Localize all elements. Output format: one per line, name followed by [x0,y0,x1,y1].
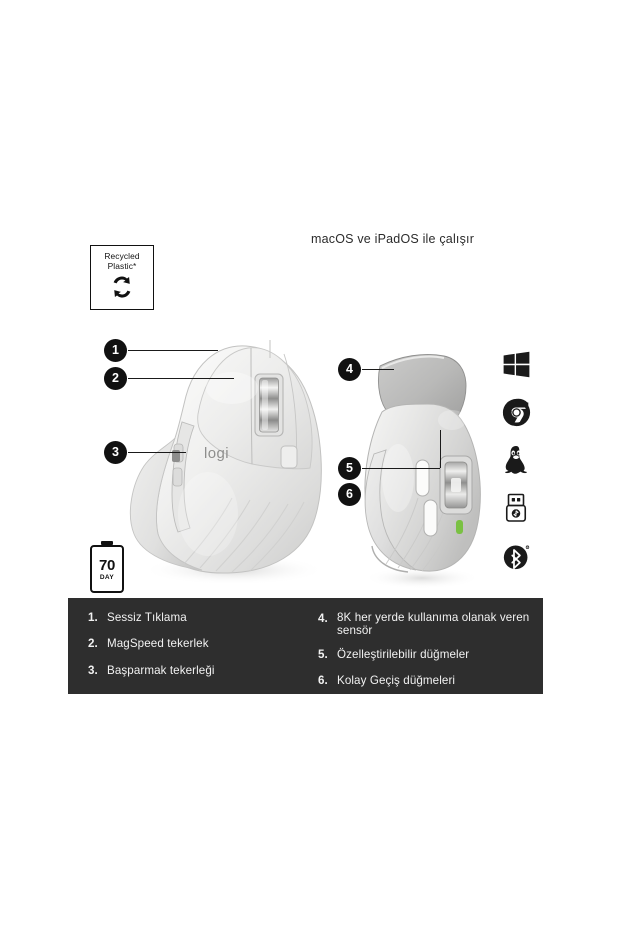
linux-icon [500,444,532,476]
legend-item-5-number: 5. [318,647,328,661]
recycle-arrows-icon [109,274,135,305]
os-compatibility-icon-rail [494,348,538,572]
battery-days-value: 70 [98,556,116,574]
callout-badge-3[interactable]: 3 [104,441,127,464]
legend-item-3-number: 3. [88,663,98,677]
legend-item-6 [318,674,543,687]
svg-text:R: R [526,546,528,549]
windows-icon [500,348,532,380]
leader-line-4 [362,369,394,370]
callout-badge-5[interactable]: 5 [338,457,361,480]
callout-badge-1[interactable]: 1 [104,339,127,362]
feature-legend-panel [68,598,543,694]
legend-column-left [88,611,318,690]
callout-badge-2[interactable]: 2 [104,367,127,390]
legend-item-3-text: Başparmak tekerleği [107,663,215,677]
legend-item-2-text: MagSpeed tekerlek [107,637,209,651]
legend-item-5-text: Özelleştirilebilir düğmeler [337,647,470,661]
legend-item-5 [318,648,543,661]
os-compatibility-caption: macOS ve iPadOS ile çalışır [311,232,475,246]
recycled-plastic-line2: Plastic* [107,260,137,271]
legend-item-1-number: 1. [88,611,98,624]
leader-line-2 [128,378,234,379]
recycled-plastic-badge [90,245,154,310]
legend-item-6-text: Kolay Geçiş düğmeleri [337,674,456,688]
legend-item-4-number: 4. [318,612,328,625]
chrome-icon [500,396,532,428]
callout-badge-6[interactable]: 6 [338,483,361,506]
legend-item-2 [88,637,318,650]
legend-item-2-number: 2. [88,637,98,651]
legend-item-4 [318,611,543,638]
leader-line-3 [128,452,186,453]
logi-wordmark: logi [204,445,229,462]
legend-item-1 [88,611,318,624]
legend-item-4-text: 8K her yerde kullanıma olanak veren sensör [337,611,530,638]
leader-line-5 [362,468,440,469]
usb-receiver-icon [500,492,532,524]
legend-item-3 [88,664,318,677]
legend-item-6-number: 6. [318,674,328,688]
legend-item-1-text: Sessiz Tıklama [107,611,187,624]
recycled-plastic-line1: Recycled [104,250,140,261]
callout-badge-4[interactable]: 4 [338,358,361,381]
leader-line-1 [128,350,218,351]
legend-column-right [318,611,543,701]
battery-days-unit: DAY [99,573,115,581]
leader-line-5-vert [440,430,441,468]
bluetooth-icon [500,540,532,572]
